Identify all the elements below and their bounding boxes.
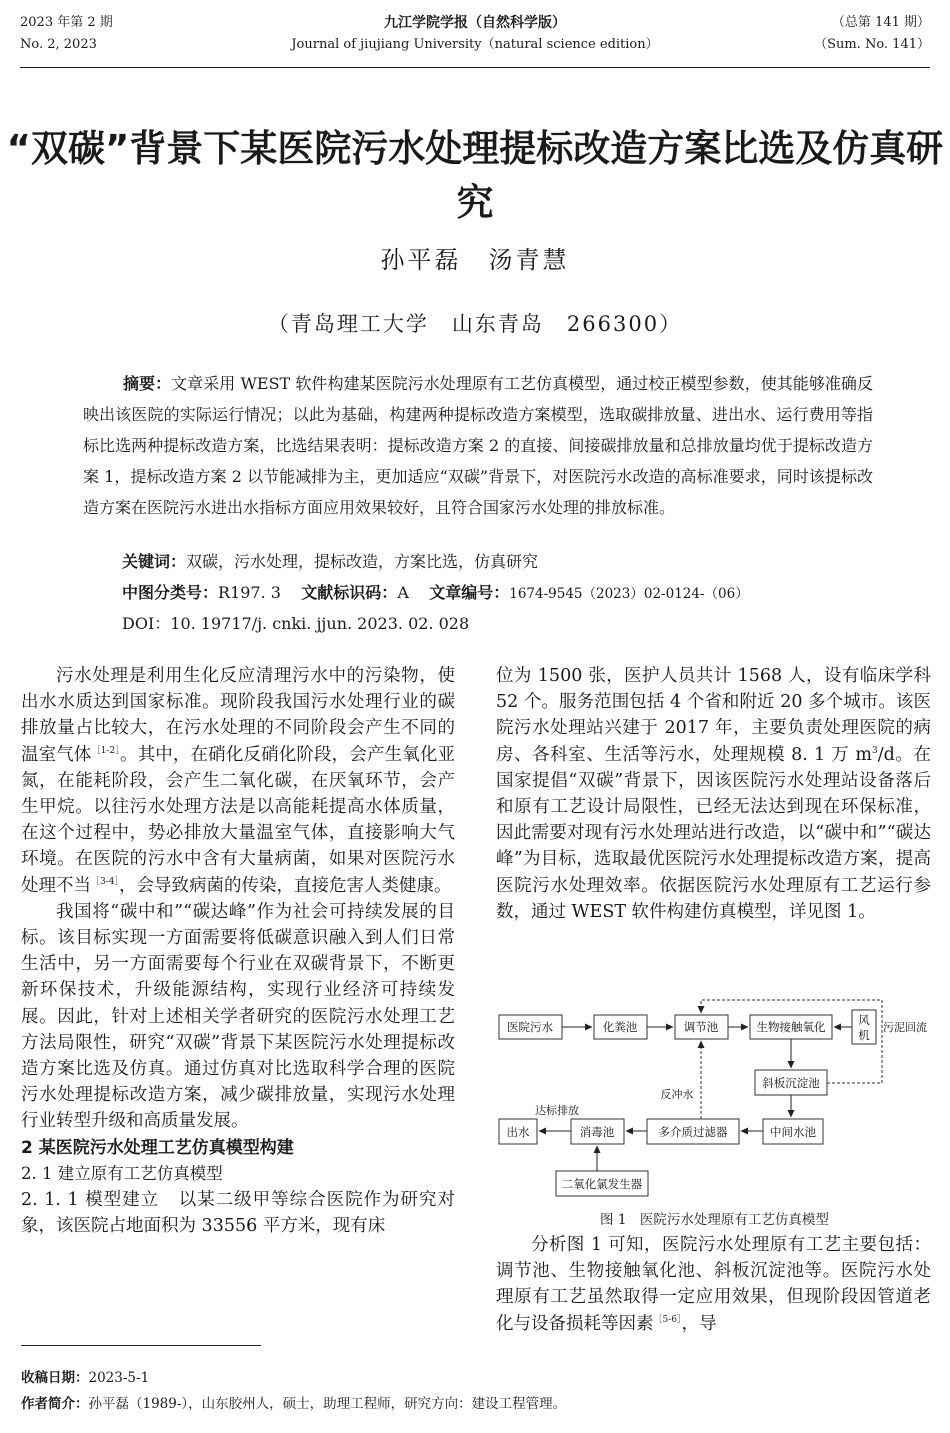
- citation-3-4: ［3-4］: [91, 876, 119, 887]
- p1-part-b: 。其中，在硝化反硝化阶段，会产生氧化亚氮，在能耗阶段，会产生二氧化碳，在厌氧环节，会产生甲烷。以往污水处理方法是以高能耗提高水体质量，在这个过程中，势必排放大量温室气体，直接影响大气环境。在医院的污水中含有大量病菌，如果对医院污水处理不当: [21, 744, 456, 896]
- p3-part-c: /d。在国家提倡“双碳”背景下，因该医院污水处理站设备落后和原有工艺设计局限性，已经无法达到现在环保标准，因此需要对现有污水处理站进行改造，以“碳中和”“碳达峰”为目标，选取最优医院污水处理提标改造方案，提高医院污水处理效率。依据医院污水处理原有工艺运行参数，通过 WEST 软件构建仿真模型，详见图 1。: [496, 744, 931, 922]
- article-number-label: 文章编号：: [429, 583, 510, 602]
- header-journal: [20, 12, 930, 56]
- body-column-left: [21, 663, 455, 1239]
- citation-5-6: ［5-6］: [653, 1314, 682, 1325]
- label-septic-tank: 化粪池: [602, 1020, 638, 1034]
- p1-part-a: 污水处理是利用生化反应清理污水中的污染物，使出水水质达到国家标准。现阶段我国污水处理行业的碳排放量占比较大，在污水处理的不同阶段会产生不同的温室气体: [21, 666, 455, 765]
- body-paragraph-3-cont: [496, 663, 931, 925]
- body-paragraph-2: 我国将“碳中和”“碳达峰”作为社会可持续发展的目标。该目标实现一方面需要将低碳意识融入到人们日常生活中，另一方面需要每个行业在双碳背景下，不断更新环保技术，升级能源结构，实现行业经济可持续发展。因此，针对上述相关学者研究的医院污水处理工艺方法局限性，研究“双碳”背景下某医院污水处理提标改造方案比选及仿真。通过仿真对比选取科学合理的医院污水处理提标改造方案，减少碳排放量，实现污水处理行业转型升级和高质量发展。: [21, 901, 455, 1132]
- label-bio-oxidation: 生物接触氧化: [756, 1020, 826, 1034]
- p3-part-a: 以某二级甲等综合医院作为研究对象，该医院占地面积为 33556 平方米，现有床: [21, 1190, 455, 1237]
- abstract: [83, 368, 873, 523]
- p4-part-a: 分析图 1 可知，医院污水处理原有工艺主要包括：调节池、生物接触氧化池、斜板沉淀池等。医院污水处理原有工艺虽然取得一定应用效果，但现阶段因管道老化与设备损耗等因素: [496, 1235, 931, 1334]
- label-multimedia-filter: 多介质过滤器: [658, 1125, 728, 1139]
- label-middle-tank: 中间水池: [770, 1125, 816, 1139]
- classification: [122, 580, 749, 607]
- p4-part-b: ，导: [681, 1313, 717, 1334]
- label-clo2-generator: 二氧化氯发生器: [561, 1177, 643, 1191]
- figure-1-caption: 图 1 医院污水处理原有工艺仿真模型: [600, 1212, 829, 1228]
- figure-1-flowchart: [497, 988, 932, 1203]
- body-column-right: [496, 663, 931, 925]
- footnote-author: [21, 1394, 566, 1414]
- author-bio: 孙平磊（1989-），山东胶州人，硕士，助理工程师，研究方向：建设工程管理。: [88, 1396, 567, 1412]
- keywords-label: 关键词：: [122, 552, 187, 571]
- article-number-value: 1674-9545（2023）02-0124-（06）: [509, 586, 749, 602]
- section-heading-2: 2 某医院污水处理工艺仿真模型构建: [21, 1137, 294, 1158]
- label-fan-2: 机: [858, 1028, 870, 1042]
- header-journal-cn: 九江学院学报（自然科学版）: [384, 15, 566, 31]
- label-backwash: 反冲水: [660, 1088, 694, 1101]
- label-sludge-return: 污泥回流: [883, 1021, 927, 1034]
- footnote-rule: [21, 1345, 261, 1346]
- body-paragraph: [21, 663, 455, 899]
- body-paragraph-3: [21, 1187, 455, 1239]
- label-hospital-sewage: 医院污水: [507, 1020, 553, 1034]
- doc-code-label: 文献标识码：: [301, 583, 398, 602]
- keywords: [122, 549, 538, 575]
- received-label: 收稿日期：: [21, 1370, 89, 1386]
- affiliation: （青岛理工大学 山东青岛 266300）: [267, 312, 683, 336]
- header-issue-cn: 2023 年第 2 期: [20, 15, 113, 30]
- author-bio-label: 作者简介：: [21, 1396, 89, 1412]
- header-sum: [814, 12, 930, 56]
- body-column-right-lower: [496, 1232, 931, 1337]
- header-issue-en: No. 2, 2023: [20, 37, 97, 52]
- clc-value: R197. 3: [218, 583, 281, 602]
- citation-1-2: ［1-2］: [91, 745, 120, 756]
- header-sum-cn: （总第 141 期）: [831, 15, 930, 30]
- body-paragraph-4: [496, 1232, 931, 1337]
- keywords-text: 双碳，污水处理，提标改造，方案比选，仿真研究: [186, 552, 539, 571]
- abstract-label: 摘要：: [123, 374, 172, 393]
- doi: DOI：10. 19717/j. cnki. jjun. 2023. 02. 028: [122, 614, 470, 633]
- label-discharge: 达标排放: [535, 1104, 579, 1117]
- label-fan-1: 风: [858, 1013, 870, 1027]
- superscript-3: 3: [872, 745, 878, 756]
- label-outlet: 出水: [506, 1125, 530, 1139]
- authors: 孙平磊 汤青慧: [380, 246, 570, 274]
- clc-label: 中图分类号：: [122, 583, 219, 602]
- label-regulating-tank: 调节池: [683, 1020, 719, 1034]
- doc-code-value: A: [397, 583, 409, 602]
- abstract-text: 文章采用 WEST 软件构建某医院污水处理原有工艺仿真模型，通过校正模型参数，使其能够准确反映出该医院的实际运行情况；以此为基础，构建两种提标改造方案模型，选取碳排放量、进出水、运行费用等指标比选两种提标改造方案，比选结果表明：提标改造方案 2 的直接、间接碳排放量和总排放量均优于提标改造方案 1，提标改造方案 2 以节能减排为主，更加适应“双碳”背景下，对医院污水改造的高标准要求，同时该提标改造方案在医院污水进出水指标方面应用效果较好，且符合国家污水处理的排放标准。: [83, 374, 873, 517]
- header-sum-en: （Sum. No. 141）: [814, 37, 930, 52]
- label-inclined-settler: 斜板沉淀池: [762, 1076, 820, 1090]
- label-disinfection-tank: 消毒池: [579, 1125, 615, 1139]
- footnote-received: [21, 1368, 149, 1388]
- p3-part-b: 位为 1500 张，医护人员共计 1568 人，设有临床学科 52 个。服务范围包括 4 个省和附近 20 多个城市。该医院污水处理站兴建于 2017 年，主要负责处理医院的病房、各科室、生活等污水，处理规模 8. 1 万 m: [496, 666, 931, 765]
- p1-part-c: ，会导致病菌的传染，直接危害人类健康。: [119, 875, 452, 896]
- header-rule: [20, 67, 930, 68]
- subsubsection-heading-2-1-1: 2. 1. 1 模型建立: [21, 1190, 160, 1211]
- header-journal-en: Journal of jiujiang University（natural science edition）: [291, 37, 659, 52]
- paper-title: “双碳”背景下某医院污水处理提标改造方案比选及仿真研究: [6, 127, 944, 224]
- running-header: [20, 12, 930, 62]
- subsection-heading-2-1: 2. 1 建立原有工艺仿真模型: [21, 1163, 223, 1183]
- received-date: 2023-5-1: [88, 1370, 150, 1386]
